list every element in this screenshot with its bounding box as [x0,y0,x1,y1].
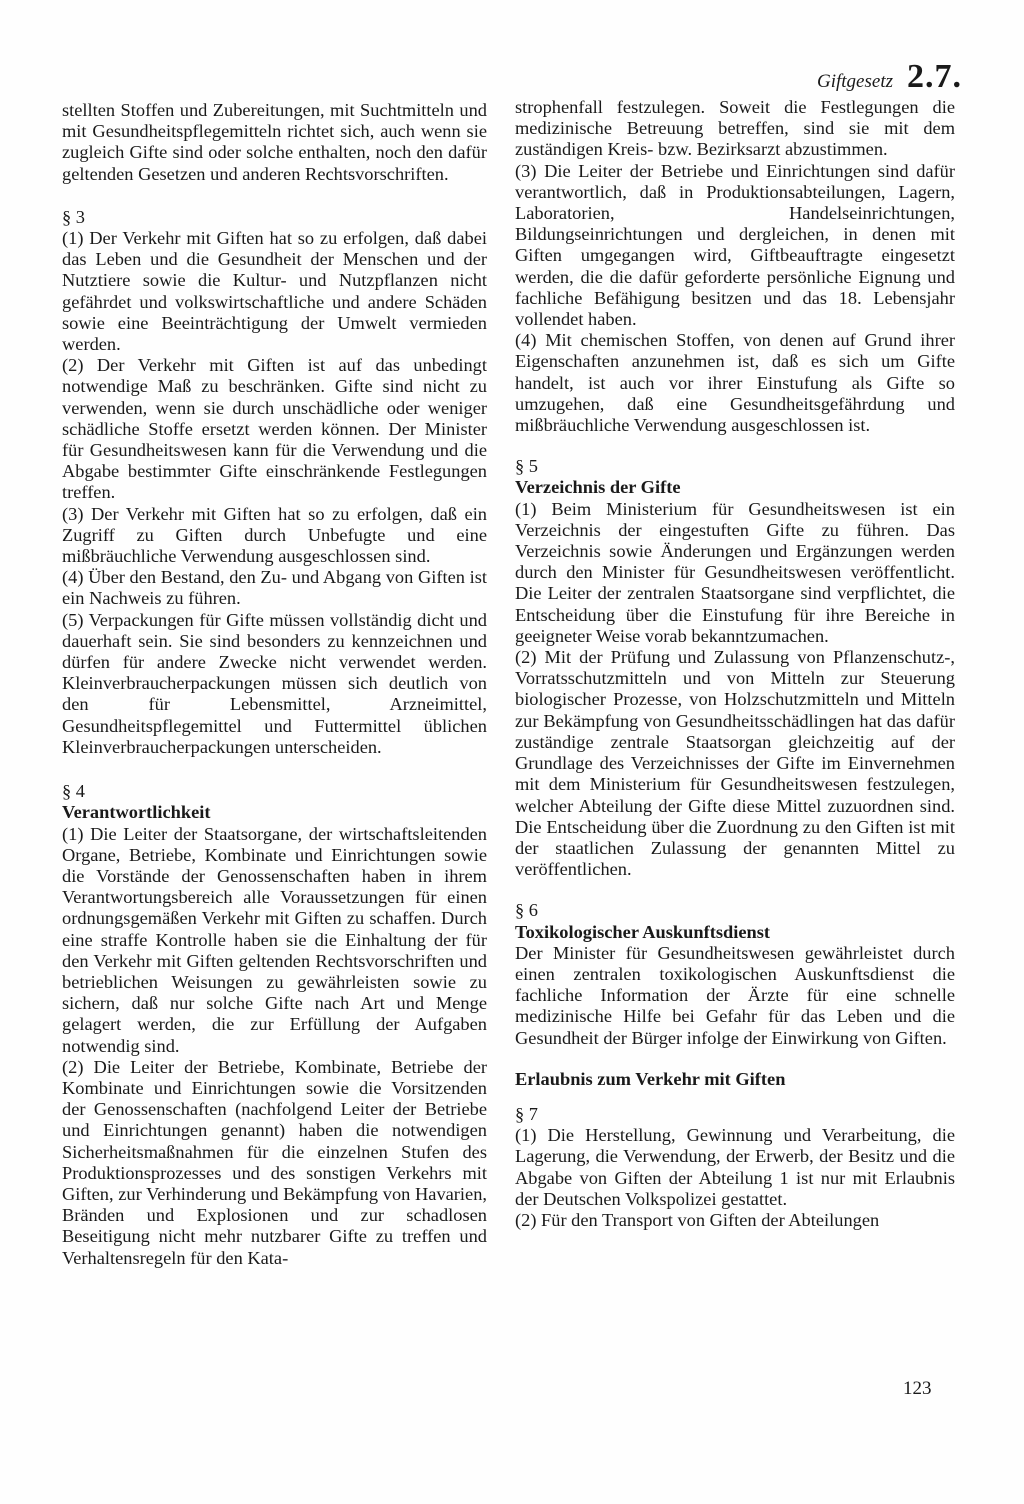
page-number: 123 [903,1378,932,1399]
intro-paragraph: stellten Stoffen und Zubereitungen, mit Suchtmitteln und mit Gesundheitspflegemitteln richtet sich, auch wenn sie zugleich Gifte sind oder solche enthalten, noch den dafür geltenden Gesetzen und anderen Rechtsvorschriften. [62,100,487,184]
section-4-number: § 4 [62,781,85,802]
section-5-paragraph-2: (2) Mit der Prüfung und Zulassung von Pflanzenschutz-, Vorratsschutzmitteln und von Mitteln zur Steuerung biologischer Prozesse, von Holzschutzmitteln und Mitteln zur Bekämpfung von Gesundheitsschädlingen hat das dafür zuständige zentrale Staatsorgan gleichzeitig auf der Grundlage des Verzeichnisses der Gifte im Einvernehmen mit dem Ministerium für Gesundheitswesen festzulegen, welcher Abteilung der Gifte diese Mittel zuzuordnen sind. Die Entscheidung über die Zuordnung zu den Giften ist mit der staatlichen Zulassung der genannten Mittel zu veröffentlichen. [515,647,955,880]
part-heading: Erlaubnis zum Verkehr mit Giften [515,1068,786,1089]
section-4-paragraph-1: (1) Die Leiter der Staatsorgane, der wirtschaftsleitenden Organe, Betriebe, Kombinate und Einrichtungen sowie die Vorstände der Genossenschaften haben in ihrem Verantwortungsbereich alle Voraussetzungen für einen ordnungsgemäßen Verkehr mit Giften zu schaffen. Durch eine straffe Kontrolle haben sie die Einhaltung der für den Verkehr mit Giften geltenden Rechtsvorschriften und betrieblichen Weisungen zu gewährleisten sowie zu sichern, daß nur solche Gifte nach Art und Menge gelagert werden, die zur Erfüllung der Aufgaben notwendig sind. [62,823,487,1056]
section-5-number: § 5 [515,456,538,477]
section-3-paragraph-5: (5) Verpackungen für Gifte müssen vollständig dicht und dauerhaft sein. Sie sind besonders zu kennzeichnen und dürfen für andere Zwecke nicht verwendet werden. Kleinverbraucherpackungen müssen sich deutlich von den für Lebensmittel, Arzneimittel, Gesundheitspflegemittel und Futtermittel üblichen Kleinverbraucherpackungen unterscheiden. [62,609,487,757]
left-column [62,100,487,1269]
section-3-number: § 3 [62,206,85,227]
section-3-paragraph-4: (4) Über den Bestand, den Zu- und Abgang von Giften ist ein Nachweis zu führen. [62,567,487,609]
section-3-paragraph-2: (2) Der Verkehr mit Giften ist auf das unbedingt notwendige Maß zu beschränken. Gifte sind nicht zu verwenden, wenn sie durch unschädliche oder weniger schädliche Stoffe ersetzt werden können. Der Minister für Gesundheitswesen kann für die Verwendung und die Abgabe bestimmter Gifte einschränkende Festlegungen treffen. [62,355,487,503]
page-header [817,58,962,96]
section-5-paragraph-1: (1) Beim Ministerium für Gesundheitswesen ist ein Verzeichnis der eingestuften Gifte zu führen. Das Verzeichnis sowie Änderungen und Ergänzungen werden durch den Minister für Gesundheitswesen veröffentlicht. Die Leiter der zentralen Staatsorgane sind verpflichtet, die Entscheidung über die Einstufung für ihre Bereiche in geeigneter Weise vorab bekanntzumachen. [515,498,955,646]
section-4-paragraph-2: (2) Die Leiter der Betriebe, Kombinate, Betriebe der Kombinate und Einrichtungen sowie die Vorsitzenden der Genossenschaften (nachfolgend Leiter der Betriebe und Einrichtungen genannt) haben die notwendigen Sicherheitsmaßnahmen für die einzelnen Stufen des Produktionsprozesses und des sonstigen Verkehrs mit Giften, zur Verhinderung und Bekämpfung von Havarien, Bränden und Explosionen und zur schadlosen Beseitigung nicht mehr nutzbarer Gifte zu treffen und Verhaltensregeln für den Kata- [62,1056,487,1268]
running-title: Giftgesetz [817,71,893,92]
section-4-title: Verantwortlichkeit [62,802,211,823]
section-7-paragraph-2: (2) Für den Transport von Giften der Abteilungen [515,1209,880,1230]
continuation-paragraph: strophenfall festzulegen. Soweit die Festlegungen die medizinische Betreuung betreffen, sind sie mit dem zuständigen Kreis- bzw. Bezirksarzt abzustimmen. [515,97,955,160]
chapter-number: 2.7. [907,58,962,95]
section-3-paragraph-1: (1) Der Verkehr mit Giften hat so zu erfolgen, daß dabei das Leben und die Gesundheit der Menschen und der Nutztiere sowie die Kultur- und Nutzpflanzen nicht gefährdet und volkswirtschaftliche und andere Schäden sowie eine Beeinträchtigung der Umwelt vermieden werden. [62,228,487,355]
section-4-paragraph-4: (4) Mit chemischen Stoffen, von denen auf Grund ihrer Eigenschaften anzunehmen ist, daß es sich um Gifte handelt, ist auch vor ihrer Einstufung als Gifte so umzugehen, daß eine Gesundheitsgefährdung und mißbräuchliche Verwendung ausgeschlossen ist. [515,330,955,436]
section-6-title: Toxikologischer Auskunftsdienst [515,921,770,942]
section-6-number: § 6 [515,900,538,921]
right-column [515,97,955,1231]
section-4-paragraph-3: (3) Die Leiter der Betriebe und Einrichtungen sind dafür verantwortlich, daß in Produktionsabteilungen, Lagern, Laboratorien, Handelseinrichtungen, Bildungseinrichtungen und dergleichen, in denen mit Giften umgegangen wird, Giftbeauftragte eingesetzt werden, die die dafür geforderte persönliche Eignung und fachliche Befähigung besitzen und das 18. Lebensjahr vollendet haben. [515,160,955,330]
section-6-paragraph-1: Der Minister für Gesundheitswesen gewährleistet durch einen zentralen toxikologischen Auskunftsdienst die fachliche Information der Ärzte für eine schnelle medizinische Hilfe bei Gefahr für das Leben und die Gesundheit der Bürger infolge der Einwirkung von Giften. [515,942,955,1048]
section-7-paragraph-1: (1) Die Herstellung, Gewinnung und Verarbeitung, die Lagerung, die Verwendung, der Erwerb, der Besitz und die Abgabe von Giften der Abteilung 1 ist nur mit Erlaubnis der Deutschen Volkspolizei gestattet. [515,1125,955,1209]
section-7-number: § 7 [515,1103,538,1124]
section-5-title: Verzeichnis der Gifte [515,477,681,498]
section-3-paragraph-3: (3) Der Verkehr mit Giften hat so zu erfolgen, daß ein Zugriff zu Giften durch Unbefugte und eine mißbräuchliche Verwendung ausgeschlossen sind. [62,503,487,567]
